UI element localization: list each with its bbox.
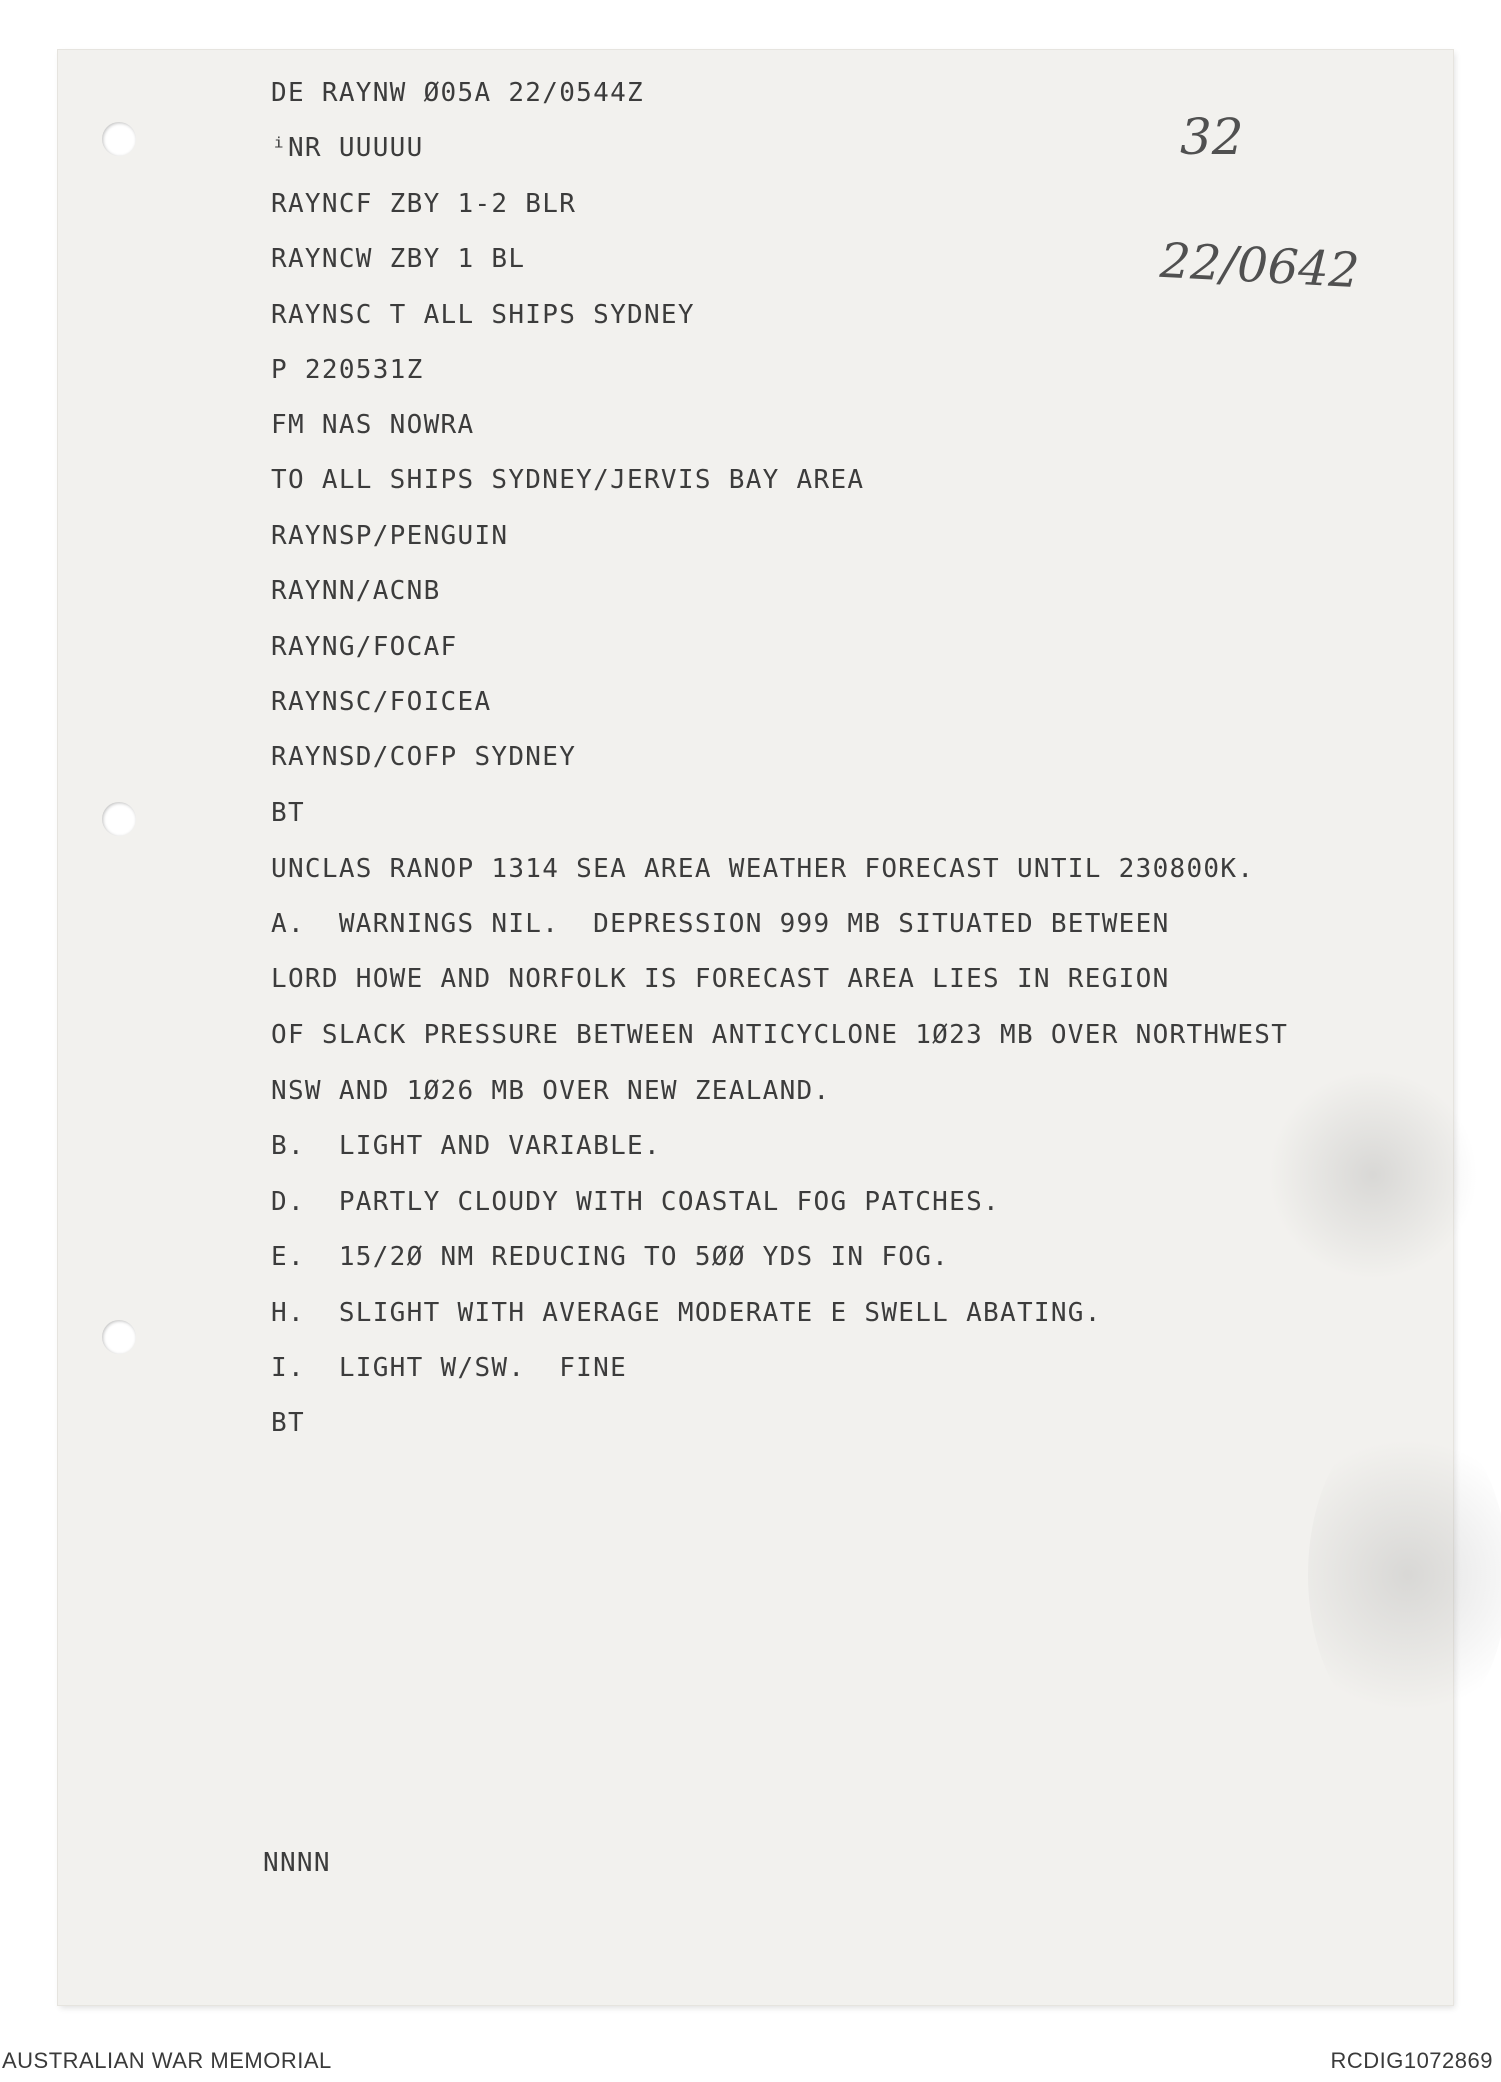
telex-line: TO ALL SHIPS SYDNEY/JERVIS BAY AREA <box>271 465 865 495</box>
telex-line: D. PARTLY CLOUDY WITH COASTAL FOG PATCHES. <box>271 1187 1000 1217</box>
stain-mark <box>1268 1070 1478 1280</box>
telex-line: P 220531Z <box>271 355 424 385</box>
stain-mark <box>1308 1410 1501 1740</box>
telex-line: RAYNSC/FOICEA <box>271 687 492 717</box>
telex-line: BT <box>271 1408 305 1438</box>
telex-line: A. WARNINGS NIL. DEPRESSION 999 MB SITUATED BETWEEN <box>271 909 1170 939</box>
telex-line: OF SLACK PRESSURE BETWEEN ANTICYCLONE 1Ø23 MB OVER NORTHWEST <box>271 1020 1289 1050</box>
telex-line: LORD HOWE AND NORFOLK IS FORECAST AREA LIES IN REGION <box>271 964 1170 994</box>
telex-line: RAYNN/ACNB <box>271 576 441 606</box>
telex-line: RAYNG/FOCAF <box>271 632 458 662</box>
telex-line: RAYNCF ZBY 1-2 BLR <box>271 189 577 219</box>
telex-line: FM NAS NOWRA <box>271 410 475 440</box>
punch-hole-middle <box>102 802 136 836</box>
telex-line: RAYNSC T ALL SHIPS SYDNEY <box>271 300 695 330</box>
handwritten-time: 22/0642 <box>1158 232 1361 300</box>
end-of-message-mark: NNNN <box>263 1848 331 1878</box>
telex-line: H. SLIGHT WITH AVERAGE MODERATE E SWELL ABATING. <box>271 1298 1102 1328</box>
punch-hole-bottom <box>102 1320 136 1354</box>
telex-line: DE RAYNW Ø05A 22/0544Z <box>271 78 644 108</box>
footer-record-id: RCDIG1072869 <box>1330 2048 1493 2073</box>
telex-line: UNCLAS RANOP 1314 SEA AREA WEATHER FORECAST UNTIL 230800K. <box>271 854 1255 884</box>
telex-line: ⁱNR UUUUU <box>271 133 424 163</box>
footer-institution: AUSTRALIAN WAR MEMORIAL <box>2 2048 332 2073</box>
telex-line: RAYNSD/COFP SYDNEY <box>271 742 577 772</box>
telex-line: RAYNCW ZBY 1 BL <box>271 244 526 274</box>
telex-line: NSW AND 1Ø26 MB OVER NEW ZEALAND. <box>271 1076 831 1106</box>
telex-line: RAYNSP/PENGUIN <box>271 521 509 551</box>
telex-line: E. 15/2Ø NM REDUCING TO 5ØØ YDS IN FOG. <box>271 1242 950 1272</box>
handwritten-page-number: 32 <box>1180 108 1244 166</box>
telex-line: BT <box>271 798 305 828</box>
telex-line: I. LIGHT W/SW. FINE <box>271 1353 628 1383</box>
punch-hole-top <box>102 122 136 156</box>
telex-line: B. LIGHT AND VARIABLE. <box>271 1131 661 1161</box>
